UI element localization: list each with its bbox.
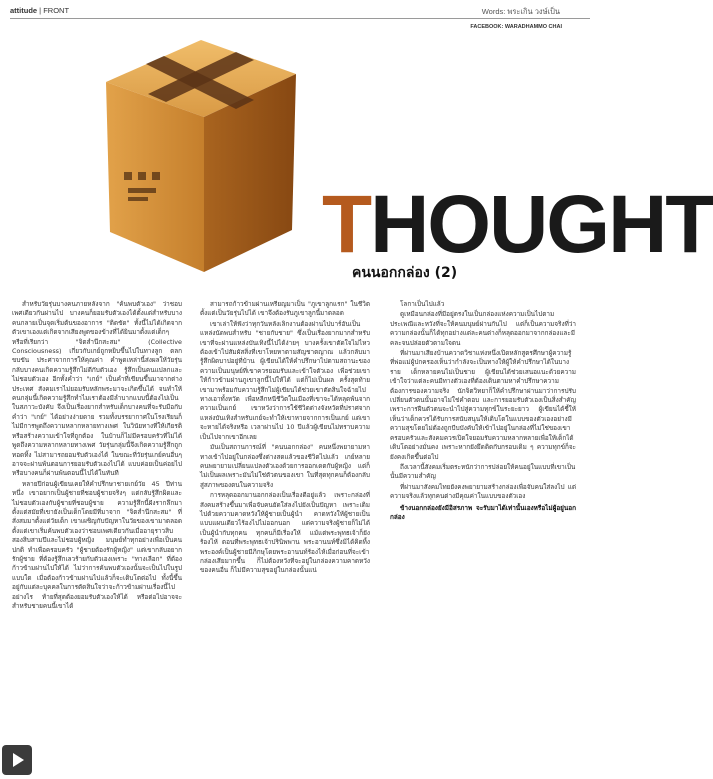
paragraph: การหลุดออกมานอกกล่องเป็นเรื่องดีอยู่แล้ว เพราะกล่องที่สังคมสร้างขึ้นมาเพื่อจับคนยัดใส่ลงไปยังเป็นปัญหา เพราะเติมไปด้วยความคาดหวังให้ผู้ชายเป็นผู้นำ คาดหวังให้ผู้ชายเป็นแบบแผนเดียวไร้องไปไม่ออกนอก แต่ความจริงผู้ชายก็ไม่ได้เป็นผู้นำกับทุกคน ทุกคนก็มีเรื่องให้ แม้แต่พระพุทธเจ้าก็ยังร้องไห้ ตอนที่พระพุทธเจ้าปรินิพพาน พระอานนท์ซึ่งมิได้คิดทิ้งพระองค์เป็นผู้ชายมีภิกษุโดยพระอานนท์ร้องไห้เมื่อก่อนที่จะเข้ากล่องเสียมากขึ้น ก็ไม่ต้องหวังที่จะอยู่ในกล่องความคาดหวังของคนอื่น ก็ไม่มีความสุขอยู่ในกล่องนั้นแน่ — [200, 491, 370, 575]
paragraph: เขาเล่าให้ฟังว่าทุกวันหลังเลิกงานต้องผ่านไปบาร์อันเป็นแหล่งนัดพบสำหรับ "ชายกับชาย" ซึ่งเป็นเรื่องยากมากสำหรับเขาที่จะผ่านแหล่งบันเทิงนี้ไปได้ง่ายๆ บางครั้งเขาตัดใจไม่ไหวต้องเข้าไปสัมผัสสิ่งที่เขาโหยหาตามสัญชาตญาณ แล้วกลับมารู้สึกผิดบาปอยู่ที่บ้าน ผู้เขียนได้ให้คำปรึกษาไปตามสถานะของความเป็นมนุษย์ที่เขาควรยอมรับและเข้าใจตัวเอง เพื่อช่วยเขาให้ก้าวข้ามผ่านภูเขาลูกนี้ไปให้ได้ แต่ก็ไม่เป็นผล ครั้งสุดท้ายเขามาพร้อมกับความรู้สึกไม่ผู้เขียนได้ช่วยเขาตัดสินใจฉ้ายไปทางเอาทั้งหวัด เพื่อหลีกหนีชีวิตในเมืองที่เขาจะได้หลุดพ้นจากความเป็นเกย์ เขาหวังว่าการใช้ชีวิตต่างจังหวัดที่ปราศจากแหล่งบันเทิงสำหรับเกย์จะทำให้เขาหายจากการเป็นเกย์ แต่เขาจะหายได้จริงหรือ เวลาผ่านไป 10 ปีแล้วผู้เขียนไม่ทราบความเป็นไปจากเขาอีกเลย — [200, 319, 370, 441]
article-column-3 — [390, 300, 576, 523]
page-title — [322, 179, 713, 270]
closing-line: ข้างนอกกล่องยังมีอิสรภาพ จะรับมาได้เท่านั้นเองหรือไม่ผู้อยู่นอกกล่อง — [390, 503, 576, 521]
page-header — [10, 6, 590, 22]
paragraph: ดูเหมือนกล่องที่มีอยู่ตรงในเป็นกล่องแห่งความเป็นไปตามประเพณีและหวังที่จะให้คนมนุษย์ผ่านกันไป แต่ก็เป็นความจริงที่ว่าความกล่องนั้นก็ได้ทุกอย่างแต่ละคนต่างก็หลุดออกมาจากกล่องและมีคละจนปล่อยตัวตามใจตน — [390, 310, 576, 347]
play-button[interactable] — [2, 745, 32, 775]
facebook-credit: FACEBOOK: WARADHAMMO CHAI — [470, 24, 562, 30]
paragraph: ที่ผ่านมาเสียงบ้านควาดวิชาแห่งหนึ่งเปิดหลักสูตรศึกษาผู้ความรู้ ที่พ่อแม่ผู้ปกครองเห็นว่ากำลังจะเป็นทางให้ผู้ให้คำปรึกษาได้ในบางราย เด็กหลายคนไม่เป็นชาย ผู้เขียนได้ช่วยเสนอแนะด้วยความเข้าใจว่าแต่ละคนมีทางตัวเองที่ต้องเดินตามหาคำปรึกษาความต้องการของความจริง นักจิตวิทยาก็ให้คำปรึกษาผ่านมาว่าการปรับเปลี่ยนตัวตนนั้นอาจไม่ใช่คำตอบ และการยอมรับตัวเองเป็นสิ่งสำคัญ เพราะการฝืนตัวตนจะนำไปสู่ความทุกข์ในระยะยาว ผู้เขียนได้ชี้ให้เห็นว่าเด็กควรได้รับการสนับสนุนให้เติบโตในแบบของตัวเองอย่างมีความสุขโดยไม่ต้องถูกบีบบังคับให้เข้าไปอยู่ในกล่องที่ไม่ใช่ของเขา ครอบครัวและสังคมควรเปิดใจยอมรับความหลากหลายเพื่อให้เด็กได้เติบโตอย่างมั่นคง เพราะหากยังยึดติดกับกรอบเดิม ๆ ความทุกข์ก็จะยังคงเกิดขึ้นต่อไป — [390, 349, 576, 461]
paragraph: โลกาเป็นไปแล้ว — [400, 300, 445, 308]
paragraph: สำหรับวัยรุ่นบางคนภายหลังจาก "ค้นพบตัวเอง" ว่าชอบเพศเดียวกันผ่านไป บางคนก็ยอมรับตัวเองได้ตั้งแต่สำหรับบางคนกลายเป็นจุดเริ่มต้นของอาการ "ติดขัด" ทั้งนี้ไม่ได้เกิดจากตัวเขาเองแต่เกิดจากเสียงพูดของข้างที่ได้ยินมาตั้งแต่เด็กๆ หรือที่เรียกว่า "จิตสำนึกสะสม" (Collective Consciousness) เกี่ยวกับเกย์ถูกหยิบขึ้นไปในทางลูก ตลกขบขัน ประศาจากการให้คุณค่า คำพูดเหล่านี้ส่งผลให้วัยรุ่นกลับบางคนเกิดความรู้สึกไม่ดีกับตัวเอง รู้สึกเป็นคนแปลกและไม่ชอบตัวเอง อีกทั้งคำว่า "เกย์" เป็นคำที่เขียนขึ้นมาจากต่างประเทศ สังคมเราไม่ยอมรับหลักพระมาจะเกิดขึ้นได้ จนทำให้คนกลุ่มนี้เกิดความรู้สึกทำไมเราต้องมีลำบากแบบนี้ต้องไปเป็นในสภาวะบังคับ จึงเป็นเรื่องยากสำหรับเด็กบางคนที่จะรับมือกับคำว่า "เกย์" ได้อย่างง่ายดาย รวมทั้งบรรยากาศในโรงเรียนก็ไม่มีการพูดถึงความหลากหลายทางเพศ ในวินัยทางที่ให้เกียรติหรือสร้างความเข้าใจที่ถูกต้อง ในบ้านก็ไม่มีครอบครัวที่ไม่ได้พูดถึงความหลากหลายทางเพศ วัยรุ่นกลุ่มนี้จึงเกิดความรู้สึกถูกทอดทิ้ง ไม่สามารถยอมรับตัวเองได้ ในขณะที่วัยรุ่นเกย์คนอื่นๆ อาจจะผ่านพ้นตอนการยอมรับตัวเองไปได้ แบบค่อยเป็นค่อยไป หรือบางคนก็ผ่านพ้นตอนนี้ไปได้ในทันที — [12, 300, 182, 478]
paragraph: ที่ผ่านมาสังคมไทยยังคงพยายามสร้างกล่องเพื่อจับคนใส่ลงไป แต่ความจริงแล้วทุกคนต่างมีคุณค่าในแบบของตัวเอง — [390, 482, 576, 501]
header-divider — [10, 18, 590, 19]
paragraph: สามารถก้าวข้ามผ่านเหรียญมาเป็น "ภูเขาลูกแรก" ในชีวิตตั้งแต่เป็นวัยรุ่นไปได้ เขาจึงต้องรับภูเขาลูกนี้มาตลอด — [200, 300, 370, 318]
paragraph: หลายปีก่อนผู้เขียนเคยให้คำปรึกษาชายเกย์วัย 45 ปีท่านหนึ่ง เขาอยากเป็นผู้ชายที่ชอบผู้ชายจริงๆ แต่กลับรู้สึกผิดและไม่ชอบตัวเองกับผู้ชายที่ชอบผู้ชาย ความรู้สึกนี้ฝังรากลึกมาตั้งแต่สมัยที่เขายังเป็นเด็กโดยมีที่มาจาก "จิตสำนึกสะสม" ที่สั่งสมมาตั้งแต่วัยเด็ก เขาเผชิญกับปัญหาในวัยของเขามาตลอด ตั้งแต่เขาเริ่มค้นพบตัวเองว่าชอบเพศเดียวกันเมื่ออายุราวสิบสองสิบสามปีและไม่ชอบผู้หญิง มนุษย์ทำทุกอย่างเพื่อเป็นคนปกติ ทำเพื่อครอบครัว "ผู้ชายต้องรักผู้หญิง" แต่เขากลับอยากรักผู้ชาย ที่ต้องรู้สึกเลวร้ายกับตัวเองเพราะ "ทางเลือก" ที่ต้องก้าวข้ามผ่านไปให้ได้ ไม่ว่าการค้นพบตัวเองนั้นจะเป็นไปในรูปแบบใด เมื่อต้องก้าวข้ามผ่านไปแล้วก็จะเติบโตต่อไป ทั้งนี้ขึ้นอยู่กับแต่ละบุคคลในการตัดสินใจว่าจะก้าวข้ามผ่านเรื่องนี้ไปอย่างไร ท้ายที่สุดต้องยอมรับตัวเองให้ได้ หรือต่อไปอาจจะสำหรับชายคนนี้เขาได้ — [12, 479, 182, 610]
article-column-2 — [200, 300, 370, 577]
title-rest: HOUGHT — [370, 179, 713, 270]
section-name: | FRONT — [37, 6, 70, 15]
title-first-letter: T — [322, 179, 371, 270]
paragraph: มันเป็นสถานการณ์ที่ "คนนอกกล่อง" คนหนึ่งพยายามหาทางเข้าไปอยู่ในกล่องซึ่งต่างสดแล้วของชีวิตไปแล้ว เกย์หลายคนพยายามเปลี่ยนแปลงตัวเองด้วยการออกเดตกับผู้หญิง แต่ก็ไม่เป็นผลเพราะมันไม่ใช่ตัวตนของเขา ในที่สุดทุกคนก็ต้องกลับสู่สภาพของตนในความจริง — [200, 443, 370, 489]
article-column-1 — [12, 300, 182, 612]
cardboard-box-illustration — [86, 22, 316, 282]
paragraph: ถึงเวลานี้สังคมเริ่มตระหนักว่าการปล่อยให้คนอยู่ในแบบที่เขาเป็นนั้นมีความสำคัญ — [390, 462, 576, 481]
page-subtitle: คนนอกกล่อง (2) — [352, 265, 458, 281]
section-label — [10, 6, 69, 15]
magazine-name: attitude — [10, 6, 38, 15]
play-icon — [13, 753, 24, 767]
author-credit: Words: พระเกิน วงษ์เป็น — [481, 7, 560, 16]
